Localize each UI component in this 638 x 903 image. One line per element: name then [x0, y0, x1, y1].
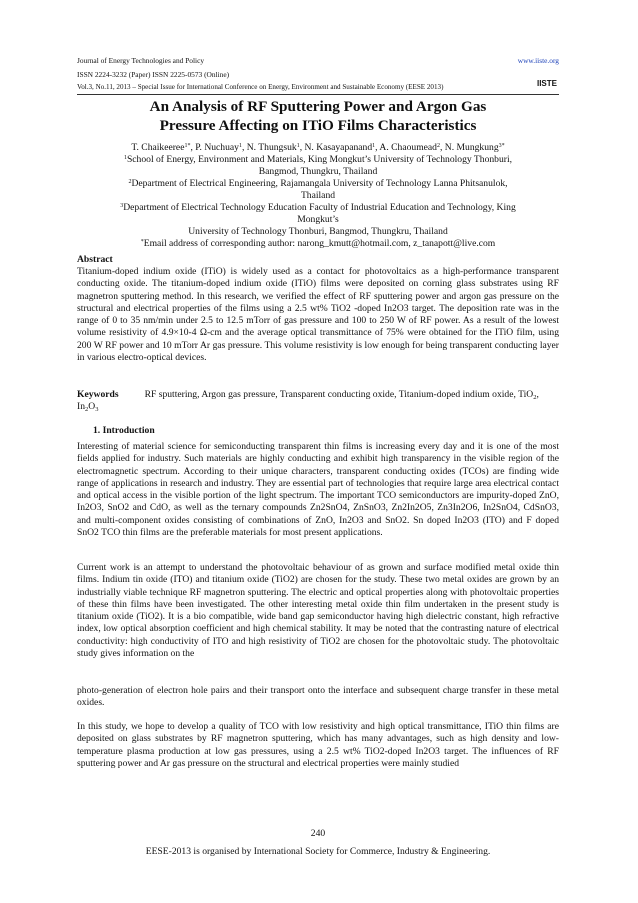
affiliation-2-line-2: Thailand	[300, 190, 336, 201]
author-affiliation-mark: 2	[436, 143, 440, 149]
journal-url-link[interactable]: www.iiste.org	[517, 56, 559, 65]
issn-line: ISSN 2224-3232 (Paper) ISSN 2225-0573 (Online)	[77, 70, 230, 79]
corresponding-mark: *	[140, 239, 144, 245]
svg-text:IISTE: IISTE	[536, 79, 558, 88]
affiliation-1-line-1: School of Energy, Environment and Materials, King Mongkut’s University of Technology Thonburi,	[126, 154, 513, 165]
section-heading-introduction: 1. Introduction	[93, 425, 155, 436]
affiliation-3-line-3: University of Technology Thonburi, Bangmod, Thungkru, Thailand	[188, 226, 448, 237]
footer-text: EESE-2013 is organised by International Society for Commerce, Industry & Engineering.	[145, 846, 491, 857]
author-name: , N. Kasayapanand	[299, 142, 373, 153]
author-affiliation-mark: 1	[296, 143, 300, 149]
subscript: 2	[533, 394, 537, 401]
author-name: , P. Nuchuay	[190, 142, 239, 153]
abstract-heading: Abstract	[77, 254, 113, 265]
affiliation-mark: 1	[123, 155, 127, 161]
author-name: , A. Chaoumead	[375, 142, 437, 153]
page-number: 240	[310, 828, 326, 839]
intro-paragraph-1: Interesting of material science for semiconducting transparent thin films is increasing every day and it is one of the most fields applied for industry. Such materials are highly conducting and exhibit high transparency in the visible region of the electromagnetic spectrum. According to their unique characters, transparent conducting oxides (TCOs) are finding wide range of applications in research and industry. They are essential part of technologies that require large area electrical contact and optical access in the visible portion of the light spectrum. The important TCO semiconductors are impurity-doped ZnO, In2O3, SnO2 and CdO, as well as the ternary compounds Zn2SnO4, ZnSnO3, Zn2In2O5, Zn3In2O6, In2SnO4, CdSnO3, and multi-component oxides consisting of combinations of ZnO, In2O3 and SnO2. Sn doped In2O3 (ITO) and F doped SnO2 TCO thin films are the preferable materials for most present applications.	[77, 441, 559, 539]
keywords-text: , In	[77, 389, 539, 413]
keywords-label: Keywords	[77, 389, 119, 400]
subscript: 3	[95, 406, 99, 414]
email-text: Email address of corresponding author: narong_kmutt@hotmail.com, z_tanapott@live.com	[143, 238, 496, 249]
affiliation-3	[77, 202, 559, 214]
abstract-text: Titanium-doped indium oxide (ITiO) is widely used as a contact for photovoltaics as a high-performance transparent conducting oxide. The titanium-doped indium oxide (ITiO) films were deposited on corning glass substrates using RF magnetron sputtering method. In this research, we verified the effect of RF sputtering power and argon gas pressure on the structural and electrical properties of the films using a 2.5 wt% TiO2 -doped In2O3 target. The deposition rate was in the range of 0 to 35 nm/min under 2.5 to 12.5 mTorr of gas pressure and 100 to 250 W of RF power. As a result of the lowest volume resistivity of 4.9×10-4 Ω-cm and the average optical transmittance of 75% were obtained for the ITiO film, using 200 W RF power and 10 mTorr Ar gas pressure. This volume resistivity is low enough for being transparent conducting layer in various electro-optical devices.	[77, 266, 559, 364]
keywords-text: O	[88, 401, 96, 413]
author-affiliation-mark: 3*	[498, 143, 505, 149]
affiliation-mark: 2	[128, 179, 132, 185]
intro-paragraph-2: Current work is an attempt to understand the photovoltaic behaviour of as grown and surface modified metal oxide thin films. Indium tin oxide (ITO) and titanium oxide (TiO2) are chosen for the study. These two metal oxides are grown by an industrially viable technique RF magnetron sputtering. The electric and optical properties along with photovoltaic properties of these thin films have been investigated. The other interesting metal oxide thin film undertaken in the present study is titanium oxide (TiO2). It is a bio compatible, wide band gap semiconductor having high dielectric constant, high refractive index, low optical absorption coefficient and high chemical stability. It may be noted that the contrasting nature of electrical conductivity: high conductivity of ITO and high resistivity of TiO2 are chosen for the photovoltaic study. The photovoltaic study gives information on the	[77, 562, 559, 660]
paper-title-line-1: An Analysis of RF Sputtering Power and Argon Gas	[149, 98, 487, 115]
paper-title-line-2: Pressure Affecting on ITiO Films Characteristics	[159, 117, 477, 134]
intro-paragraph-4: In this study, we hope to develop a quality of TCO with low resistivity and high optical transmittance, ITiO thin films are deposited on glass substrates by RF magnetron sputtering, which has many advantages, such as high density and low-temperature plasma production at low gas pressures, using a 2.5 wt% TiO2-doped In2O3 target. The influences of RF sputtering power and Ar gas pressure on the structural and electrical properties were mainly studied	[77, 721, 559, 769]
header-rule	[77, 94, 559, 95]
affiliation-1	[77, 154, 559, 166]
author-affiliation-mark: 1	[372, 143, 376, 149]
subscript: 2	[85, 406, 89, 414]
intro-paragraph-3: photo-generation of electron hole pairs and their transport onto the interface and subsequent charge transfer in these metal oxides.	[77, 685, 559, 709]
author-name: T. Chaikeeree	[131, 142, 185, 153]
iiste-logo	[536, 74, 558, 90]
affiliation-3-line-1: Department of Electrical Technology Education Faculty of Industrial Education and Technology, King	[123, 202, 516, 213]
affiliation-2-line-1: Department of Electrical Engineering, Rajamangala University of Technology Lanna Phitsanulok,	[131, 178, 508, 189]
affiliation-3-line-2: Mongkut’s	[297, 214, 339, 225]
affiliation-1-line-2: Bangmod, Thungkru, Thailand	[258, 166, 378, 177]
author-name: , N. Mungkung	[439, 142, 499, 153]
author-list	[77, 142, 559, 154]
affiliation-mark: 3	[120, 203, 124, 209]
issue-line: Vol.3, No.11, 2013 – Special Issue for International Conference on Energy, Environment and Sustainable Economy (EESE 2013)	[77, 83, 444, 91]
author-affiliation-mark: 1	[238, 143, 242, 149]
affiliation-2	[77, 178, 559, 190]
author-affiliation-mark: 1*	[184, 143, 191, 149]
journal-name: Journal of Energy Technologies and Policy	[77, 56, 205, 65]
keywords-text: RF sputtering, Argon gas pressure, Transparent conducting oxide, Titanium-doped indium oxide, TiO	[144, 389, 534, 400]
keywords	[77, 389, 559, 414]
author-name: , N. Thungsuk	[241, 142, 297, 153]
corresponding-email	[77, 238, 559, 250]
